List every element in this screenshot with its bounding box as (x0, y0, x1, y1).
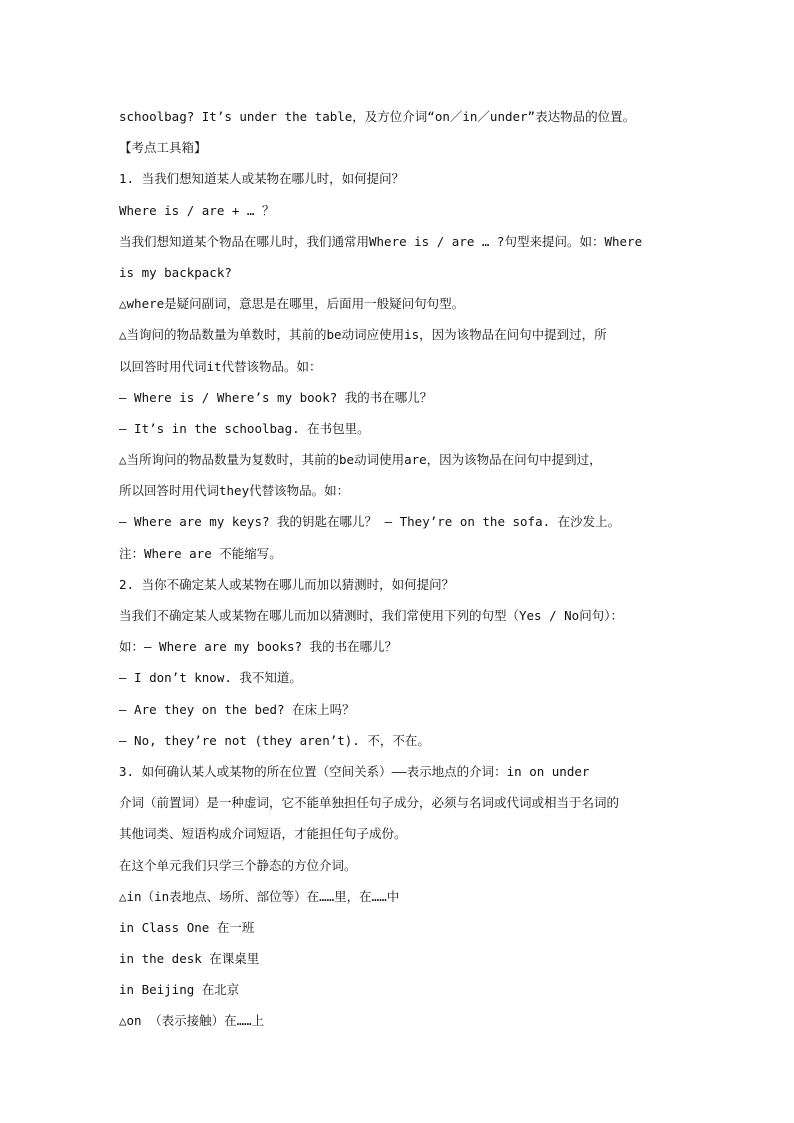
text-line: 所以回答时用代词they代替该物品。如： (119, 483, 350, 499)
example-line: — It’s in the schoolbag. 在书包里。 (119, 420, 370, 436)
question-heading: 1. 当我们想知道某人或某物在哪儿时，如何提问？ (119, 171, 405, 187)
text-line: schoolbag? It’s under the table，及方位介词“on／in／under”表达物品的位置。 (119, 109, 636, 124)
example-line: — I don’t know. 我不知道。 (119, 670, 302, 686)
section-heading: 【考点工具箱】 (119, 140, 207, 156)
example-line: — Where are my keys? 我的钥匙在哪儿？ — They’re on the sofa. 在沙发上。 (119, 514, 621, 530)
note-line: △in（in表地点、场所、部位等）在……里，在……中 (119, 888, 400, 904)
example-line: — Where is / Where’s my book? 我的书在哪儿？ (119, 389, 433, 405)
example-line: in Beijing 在北京 (119, 982, 240, 998)
example-line: in the desk 在课桌里 (119, 951, 260, 967)
text-line: Where is / are + … ？ (119, 202, 275, 218)
text-line: 在这个单元我们只学三个静态的方位介词。 (119, 857, 357, 873)
text-line: 当我们不确定某人或某物在哪儿而加以猜测时，我们常使用下列的句型（Yes / No问句）： (119, 608, 623, 623)
text-line: 其他词类、短语构成介词短语，才能担任句子成份。 (119, 826, 407, 842)
note-line: △where是疑问副词，意思是在哪里，后面用一般疑问句句型。 (119, 296, 465, 312)
text-line: 介词（前置词）是一种虚词，它不能单独担任句子成分，必须与名词或代词或相当于名词的 (119, 795, 620, 811)
text-line: is my backpack? (119, 264, 232, 280)
example-line: — No, they’re not (they aren’t). 不，不在。 (119, 732, 430, 748)
question-heading: 2. 当你不确定某人或某物在哪儿而加以猜测时，如何提问？ (119, 576, 455, 592)
text-line: 以回答时用代词it代替该物品。如： (119, 358, 322, 374)
note-line: △on （表示接触）在……上 (119, 1013, 265, 1029)
text-line: 当我们想知道某个物品在哪儿时，我们通常用Where is / are … ?句型来提问。如：Where (119, 233, 643, 249)
example-line: in Class One 在一班 (119, 919, 255, 935)
example-line: 如：— Where are my books? 我的书在哪儿？ (119, 639, 398, 655)
note-line: △当询问的物品数量为单数时，其前的be动词应使用is，因为该物品在问句中提到过，所 (119, 327, 607, 343)
question-heading: 3. 如何确认某人或某物的所在位置（空间关系）——表示地点的介词：in on under (119, 763, 590, 779)
document-body (119, 101, 679, 1037)
text-line: 注：Where are 不能缩写。 (119, 545, 282, 561)
note-line: △当所询问的物品数量为复数时，其前的be动词使用are，因为该物品在问句中提到过， (119, 452, 602, 468)
example-line: — Are they on the bed? 在床上吗？ (119, 701, 355, 717)
